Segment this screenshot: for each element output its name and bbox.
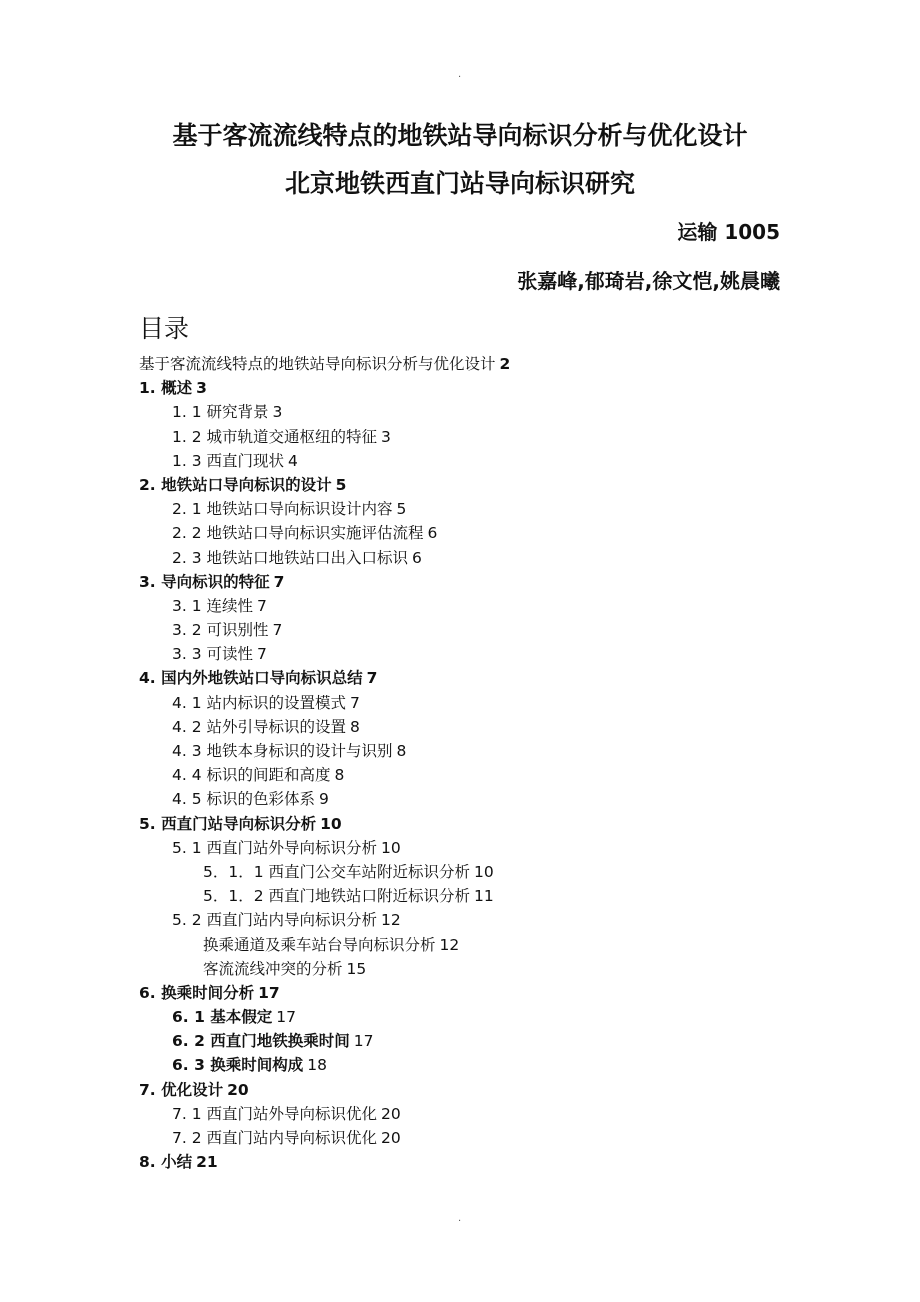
toc-entry[interactable]	[139, 521, 799, 545]
toc-entry-text: 基于客流流线特点的地铁站导向标识分析与优化设计	[139, 355, 496, 373]
toc-entry-page: 20	[381, 1129, 401, 1147]
toc-entry-page: 7	[257, 596, 267, 615]
toc-entry-text: 3. 导向标识的特征	[139, 572, 270, 591]
toc-entry-page: 20	[227, 1080, 249, 1099]
toc-entry-text: 3. 1 连续性	[172, 596, 254, 615]
toc-entry-text: 5. 2 西直门站内导向标识分析	[172, 911, 378, 930]
toc-entry-text: 5. 1 西直门站外导向标识分析	[172, 838, 378, 857]
toc-entry-text: 2. 地铁站口导向标识的设计	[139, 475, 332, 494]
toc-entry-text: 4. 4 标识的间距和高度	[172, 766, 331, 785]
document-subtitle: 北京地铁西直门站导向标识研究	[284, 169, 635, 198]
toc-entry-text: 3. 2 可识别性	[172, 621, 269, 640]
toc-entry-text: 5．1．1 西直门公交车站附近标识分析	[203, 862, 471, 881]
toc-entry-page: 7	[366, 669, 378, 688]
toc-entry-text: 1. 3 西直门现状	[172, 451, 285, 470]
toc-entry-text: 6. 1 基本假定	[172, 1008, 273, 1027]
toc-entry[interactable]	[139, 957, 799, 981]
document-title: 基于客流流线特点的地铁站导向标识分析与优化设计	[172, 121, 748, 150]
toc-entry-page: 7	[257, 645, 267, 664]
toc-entry[interactable]	[139, 400, 799, 424]
toc-entry-page: 7	[272, 621, 283, 640]
toc-entry-text: 6. 2 西直门地铁换乘时间	[172, 1032, 350, 1051]
toc-entry-page: 7	[273, 572, 285, 591]
toc-entry-page: 20	[381, 1104, 401, 1123]
toc-entry-page: 8	[396, 742, 407, 760]
toc-entry-page: 11	[474, 887, 494, 906]
toc-entry-text: 客流流线冲突的分析	[203, 959, 343, 978]
toc-entry[interactable]	[139, 812, 799, 836]
toc-entry[interactable]	[139, 908, 799, 932]
toc-entry-page: 8	[350, 717, 360, 736]
toc-entry[interactable]	[139, 1126, 799, 1150]
toc-entry[interactable]	[139, 570, 799, 594]
toc-entry[interactable]	[139, 449, 799, 473]
toc-entry-page: 7	[350, 693, 360, 712]
toc-entry-text: 2. 1 地铁站口导向标识设计内容	[172, 500, 393, 519]
toc-entry[interactable]	[139, 642, 799, 666]
toc-entry-text: 3. 3 可读性	[172, 645, 254, 664]
toc-entry-text: 2. 2 地铁站口导向标识实施评估流程	[172, 524, 424, 543]
toc-entry-text: 1. 1 研究背景	[172, 403, 269, 422]
toc-entry[interactable]	[139, 981, 799, 1005]
toc-entry-page: 6	[412, 548, 422, 567]
toc-entry-page: 10	[320, 814, 342, 833]
toc-entry-page: 17	[353, 1032, 374, 1051]
toc-entry-text: 2. 3 地铁站口地铁站口出入口标识	[172, 548, 409, 567]
toc-entry[interactable]	[139, 1078, 799, 1102]
toc-entry[interactable]	[139, 1102, 799, 1126]
toc-entry[interactable]	[139, 715, 799, 739]
toc-entry[interactable]	[139, 1150, 799, 1174]
toc-entry-text: 7. 优化设计	[139, 1080, 224, 1099]
toc-entry-page: 6	[427, 524, 438, 543]
toc-entry-page: 2	[499, 355, 511, 373]
toc-entry[interactable]	[139, 497, 799, 521]
toc-entry-page: 15	[346, 959, 367, 978]
toc-entry[interactable]	[139, 666, 799, 690]
table-of-contents	[139, 352, 799, 1174]
footer-dot: .	[458, 1213, 462, 1224]
toc-entry-text: 7. 2 西直门站内导向标识优化	[172, 1129, 378, 1147]
toc-entry[interactable]	[139, 836, 799, 860]
toc-entry[interactable]	[139, 473, 799, 497]
toc-heading: 目录	[139, 314, 190, 343]
toc-entry[interactable]	[139, 618, 799, 642]
toc-entry-page: 10	[381, 838, 401, 857]
toc-entry-text: 6. 3 换乘时间构成	[172, 1056, 304, 1075]
header-dot: .	[458, 69, 462, 80]
toc-entry[interactable]	[139, 1029, 799, 1053]
toc-entry-text: 8. 小结	[139, 1153, 193, 1172]
toc-entry-text: 4. 1 站内标识的设置模式	[172, 693, 347, 712]
toc-entry-page: 18	[307, 1056, 327, 1075]
toc-entry[interactable]	[139, 691, 799, 715]
toc-entry[interactable]	[139, 1005, 799, 1029]
toc-entry-page: 3	[272, 403, 283, 422]
toc-entry-text: 1. 概述	[139, 379, 193, 398]
class-label: 运输 1005	[677, 220, 780, 244]
toc-entry-page: 21	[196, 1153, 218, 1172]
toc-entry-text: 4. 2 站外引导标识的设置	[172, 717, 347, 736]
toc-entry[interactable]	[139, 352, 799, 376]
toc-entry[interactable]	[139, 1053, 799, 1077]
toc-entry-text: 换乘通道及乘车站台导向标识分析	[203, 935, 436, 954]
toc-entry[interactable]	[139, 763, 799, 787]
toc-entry-text: 7. 1 西直门站外导向标识优化	[172, 1104, 378, 1123]
toc-entry-page: 17	[276, 1008, 296, 1027]
toc-entry[interactable]	[139, 860, 799, 884]
authors: 张嘉峰,郁琦岩,徐文恺,姚晨曦	[517, 269, 780, 293]
toc-entry-text: 1. 2 城市轨道交通枢纽的特征	[172, 427, 378, 446]
toc-entry[interactable]	[139, 425, 799, 449]
toc-entry-page: 5	[396, 500, 407, 519]
toc-entry[interactable]	[139, 546, 799, 570]
toc-entry-page: 4	[288, 451, 298, 470]
toc-entry-page: 9	[319, 790, 329, 809]
toc-entry-text: 5．1．2 西直门地铁站口附近标识分析	[203, 887, 471, 906]
toc-entry-text: 4. 国内外地铁站口导向标识总结	[139, 669, 363, 688]
toc-entry-page: 17	[258, 983, 280, 1002]
toc-entry[interactable]	[139, 739, 799, 763]
toc-entry-page: 8	[334, 766, 345, 785]
toc-entry-text: 5. 西直门站导向标识分析	[139, 814, 317, 833]
toc-entry-page: 12	[381, 911, 401, 930]
toc-entry-text: 6. 换乘时间分析	[139, 983, 255, 1002]
toc-entry-page: 10	[474, 862, 494, 881]
toc-entry[interactable]	[139, 787, 799, 811]
toc-entry-page: 12	[439, 935, 460, 954]
toc-entry-page: 3	[196, 379, 207, 398]
toc-entry-text: 4. 3 地铁本身标识的设计与识别	[172, 742, 393, 760]
toc-entry[interactable]	[139, 884, 799, 908]
toc-entry[interactable]	[139, 376, 799, 400]
toc-entry-page: 3	[381, 427, 391, 446]
toc-entry-text: 4. 5 标识的色彩体系	[172, 790, 316, 809]
toc-entry[interactable]	[139, 594, 799, 618]
toc-entry-page: 5	[335, 475, 347, 494]
toc-entry[interactable]	[139, 933, 799, 957]
